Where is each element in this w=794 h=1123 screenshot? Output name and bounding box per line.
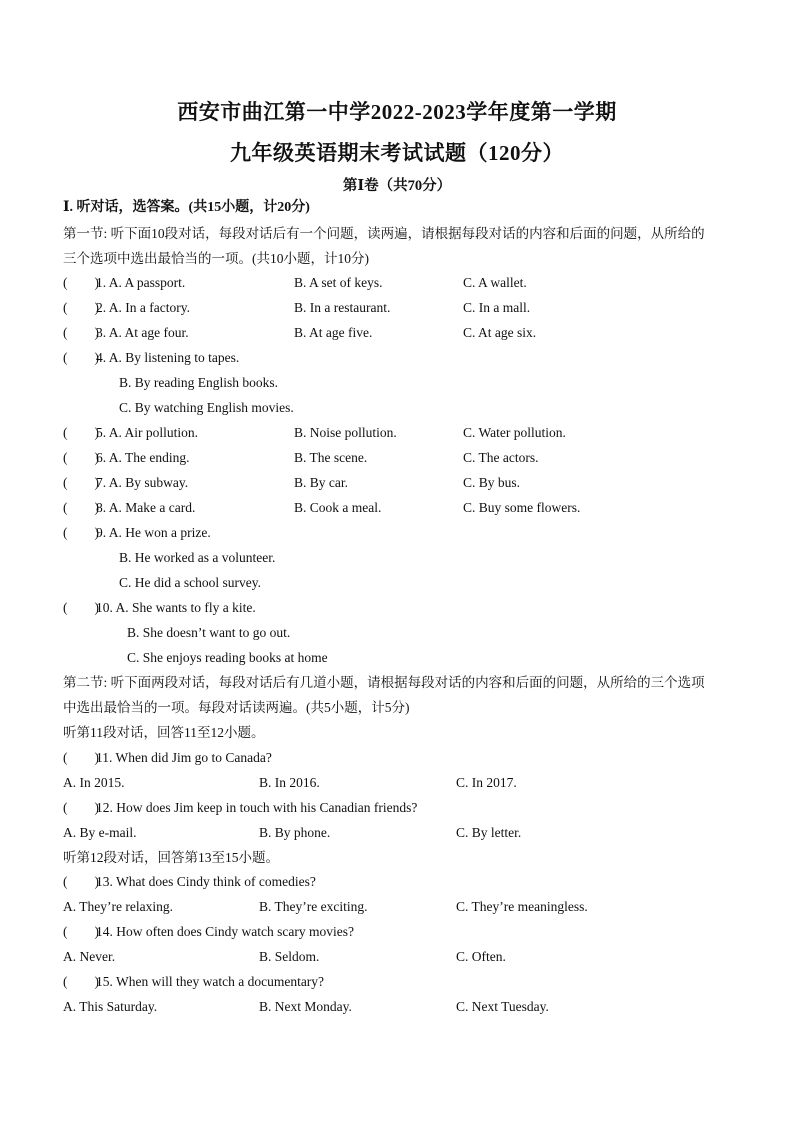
option-b: B. The scene. bbox=[294, 450, 368, 465]
option-b: B. A set of keys. bbox=[294, 275, 383, 290]
question-9-option-b: B. He worked as a volunteer. bbox=[119, 550, 276, 565]
answer-blank[interactable]: ( ) bbox=[63, 475, 99, 490]
question-10-option-c: C. She enjoys reading books at home bbox=[127, 650, 328, 665]
question-1 bbox=[63, 274, 743, 292]
question-stem: 8. A. Make a card. bbox=[96, 500, 196, 515]
exam-title-school: 西安市曲江第一中学2022-2023学年度第一学期 bbox=[177, 100, 617, 124]
question-12-option-b: B. By phone. bbox=[259, 825, 331, 840]
question-stem: 4. A. By listening to tapes. bbox=[96, 350, 240, 365]
answer-blank[interactable]: ( ) bbox=[63, 425, 99, 440]
question-11-option-a: A. In 2015. bbox=[63, 775, 125, 790]
answer-blank[interactable]: ( ) bbox=[63, 874, 99, 889]
question-stem: 11. When did Jim go to Canada? bbox=[96, 750, 272, 765]
answer-blank[interactable]: ( ) bbox=[63, 525, 99, 540]
answer-blank[interactable]: ( ) bbox=[63, 275, 99, 290]
option-b: B. Noise pollution. bbox=[294, 425, 397, 440]
part1-instruction-line2: 三个选项中选出最恰当的一项。(共10小题，计10分) bbox=[63, 251, 369, 266]
question-9 bbox=[63, 524, 743, 542]
question-2 bbox=[63, 299, 743, 317]
question-stem: 5. A. Air pollution. bbox=[96, 425, 199, 440]
answer-blank[interactable]: ( ) bbox=[63, 750, 99, 765]
question-12 bbox=[63, 799, 743, 817]
volume-heading: 第Ⅰ卷（共70分） bbox=[342, 178, 452, 194]
part1-instruction-line1: 第一节: 听下面10段对话，每段对话后有一个问题，读两遍，请根据每段对话的内容和后面的问题，从所给的 bbox=[63, 226, 705, 241]
answer-blank[interactable]: ( ) bbox=[63, 500, 99, 515]
question-10 bbox=[63, 599, 743, 617]
question-stem: 10. A. She wants to fly a kite. bbox=[96, 600, 256, 615]
question-13-option-c: C. They’re meaningless. bbox=[456, 899, 588, 914]
question-stem: 13. What does Cindy think of comedies? bbox=[96, 874, 316, 889]
question-stem: 12. How does Jim keep in touch with his Canadian friends? bbox=[96, 800, 418, 815]
option-b: B. By car. bbox=[294, 475, 348, 490]
question-stem: 3. A. At age four. bbox=[96, 325, 189, 340]
question-stem: 7. A. By subway. bbox=[96, 475, 189, 490]
question-3 bbox=[63, 324, 743, 342]
question-stem: 1. A. A passport. bbox=[96, 275, 186, 290]
question-15-option-b: B. Next Monday. bbox=[259, 999, 352, 1014]
question-13-option-a: A. They’re relaxing. bbox=[63, 899, 173, 914]
option-c: C. By bus. bbox=[463, 475, 521, 490]
dialog-12-intro: 听第12段对话，回答第13至15小题。 bbox=[63, 850, 279, 865]
question-14-option-a: A. Never. bbox=[63, 949, 116, 964]
question-stem: 2. A. In a factory. bbox=[96, 300, 190, 315]
question-15 bbox=[63, 973, 743, 991]
answer-blank[interactable]: ( ) bbox=[63, 600, 99, 615]
question-stem: 14. How often does Cindy watch scary movies? bbox=[96, 924, 354, 939]
question-13 bbox=[63, 873, 743, 891]
answer-blank[interactable]: ( ) bbox=[63, 300, 99, 315]
answer-blank[interactable]: ( ) bbox=[63, 924, 99, 939]
part2-instruction-line2: 中选出最恰当的一项。每段对话读两遍。(共5小题，计5分) bbox=[63, 700, 410, 715]
question-4-option-b: B. By reading English books. bbox=[119, 375, 278, 390]
option-c: C. Buy some flowers. bbox=[463, 500, 581, 515]
question-11-option-c: C. In 2017. bbox=[456, 775, 517, 790]
option-c: C. The actors. bbox=[463, 450, 539, 465]
question-stem: 9. A. He won a prize. bbox=[96, 525, 211, 540]
section-heading: Ⅰ. 听对话，选答案。(共15小题，计20分) bbox=[63, 200, 310, 215]
question-stem: 6. A. The ending. bbox=[96, 450, 190, 465]
question-5 bbox=[63, 424, 743, 442]
answer-blank[interactable]: ( ) bbox=[63, 450, 99, 465]
question-10-option-b: B. She doesn’t want to go out. bbox=[127, 625, 291, 640]
exam-title-subject: 九年级英语期末考试试题（120分） bbox=[230, 141, 564, 165]
question-8 bbox=[63, 499, 743, 517]
question-15-option-c: C. Next Tuesday. bbox=[456, 999, 549, 1014]
part2-instruction-line1: 第二节: 听下面两段对话，每段对话后有几道小题，请根据每段对话的内容和后面的问题，从所给的三个选项 bbox=[63, 675, 705, 690]
answer-blank[interactable]: ( ) bbox=[63, 974, 99, 989]
question-14-option-b: B. Seldom. bbox=[259, 949, 320, 964]
answer-blank[interactable]: ( ) bbox=[63, 325, 99, 340]
option-b: B. In a restaurant. bbox=[294, 300, 391, 315]
question-11-option-b: B. In 2016. bbox=[259, 775, 320, 790]
question-4-option-c: C. By watching English movies. bbox=[119, 400, 294, 415]
question-14 bbox=[63, 923, 743, 941]
question-7 bbox=[63, 474, 743, 492]
option-b: B. At age five. bbox=[294, 325, 373, 340]
question-14-option-c: C. Often. bbox=[456, 949, 506, 964]
question-12-option-a: A. By e-mail. bbox=[63, 825, 137, 840]
option-c: C. In a mall. bbox=[463, 300, 531, 315]
question-6 bbox=[63, 449, 743, 467]
option-b: B. Cook a meal. bbox=[294, 500, 382, 515]
dialog-11-intro: 听第11段对话，回答11至12小题。 bbox=[63, 725, 265, 740]
answer-blank[interactable]: ( ) bbox=[63, 800, 99, 815]
option-c: C. Water pollution. bbox=[463, 425, 566, 440]
question-13-option-b: B. They’re exciting. bbox=[259, 899, 368, 914]
question-4 bbox=[63, 349, 743, 367]
question-9-option-c: C. He did a school survey. bbox=[119, 575, 261, 590]
answer-blank[interactable]: ( ) bbox=[63, 350, 99, 365]
question-stem: 15. When will they watch a documentary? bbox=[96, 974, 325, 989]
question-15-option-a: A. This Saturday. bbox=[63, 999, 158, 1014]
question-11 bbox=[63, 749, 743, 767]
question-12-option-c: C. By letter. bbox=[456, 825, 522, 840]
option-c: C. A wallet. bbox=[463, 275, 527, 290]
option-c: C. At age six. bbox=[463, 325, 537, 340]
